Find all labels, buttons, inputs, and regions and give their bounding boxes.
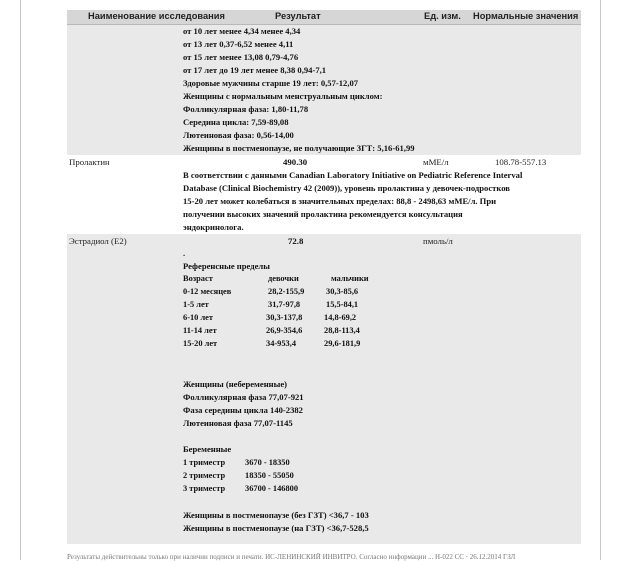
ref-table-girls: 34-953,4 <box>266 339 297 348</box>
prolactin-comment-line: В соответствии с данными Canadian Laboratory Initiative on Pediatric Reference Interval <box>183 170 523 180</box>
ref-table-girls: 30,3-137,8 <box>266 313 303 322</box>
pregnant-trimester: 2 триместр <box>183 471 226 480</box>
norm-line: Лютеиновая фаза: 0,56-14,00 <box>183 130 294 140</box>
ref-table-header-girls: девочки <box>268 274 299 283</box>
test-name-prolactin: Пролактин <box>69 157 110 167</box>
norm-line: Здоровые мужчины старше 19 лет: 0,57-12,07 <box>183 78 359 88</box>
norm-line: Середина цикла: 7,59-89,08 <box>183 117 289 127</box>
ref-table-header-age: Возраст <box>183 274 213 283</box>
ref-table-girls: 28,2-155,9 <box>268 287 305 296</box>
estradiol-row <box>67 234 581 544</box>
norm-line: Женщины в постменопаузе, не получающие ЗГТ: 5,16-61,99 <box>183 143 415 153</box>
ref-table-age: 15-20 лет <box>183 339 218 348</box>
result-value-estradiol: 72.8 <box>288 236 304 246</box>
footer-note: Результаты действительны только при наличии подписи и печати. ИС-ЛЕНИНСКИЙ ИНВИТРО. Согласно информации ... Н-022 СС · 26.12.2014 ГЗЛ <box>67 553 516 561</box>
test-name-estradiol: Эстрадиол (E2) <box>69 236 127 246</box>
ref-table-boys: 29,6-181,9 <box>324 339 361 348</box>
pregnant-range: 36700 - 146800 <box>245 484 299 493</box>
ref-table-age: 1-5 лет <box>183 300 209 309</box>
norm-line: от 13 лет 0,37-6,52 менее 4,11 <box>183 39 294 49</box>
women-title: Женщины (небеременные) <box>183 379 288 389</box>
estradiol-dot: . <box>183 248 186 258</box>
unit-prolactin: мМЕ/л <box>423 157 449 167</box>
prolactin-comment-line: 15-20 лет может колебаться в значительных пределах: 88,8 - 2498,63 мМЕ/л. При <box>183 196 497 206</box>
ref-table-header-boys: мальчики <box>331 274 369 283</box>
ref-table-boys: 28,8-113,4 <box>324 326 360 335</box>
norm-line: Женщины с нормальным менструальным циклом: <box>183 91 383 101</box>
ref-table-girls: 26,9-354,6 <box>266 326 303 335</box>
ref-table-age: 11-14 лет <box>183 326 217 335</box>
result-value-prolactin: 490.30 <box>283 157 308 167</box>
ref-title: Референсные пределы <box>183 261 270 271</box>
header-unit: Ед. изм. <box>424 11 461 21</box>
pregnant-title: Беременные <box>183 444 232 454</box>
page-border-left <box>20 0 21 560</box>
ref-table-boys: 15,5-84,1 <box>326 300 359 309</box>
norm-line: от 17 лет до 19 лет менее 8,38 0,94-7,1 <box>183 65 327 75</box>
women-line: Лютеиновая фаза 77,07-1145 <box>183 418 293 428</box>
ref-table-boys: 14,8-69,2 <box>324 313 357 322</box>
pregnant-range: 3670 - 18350 <box>245 458 290 467</box>
header-result: Результат <box>275 11 321 21</box>
ref-table-boys: 30,3-85,6 <box>326 287 359 296</box>
norm-line: Фолликулярная фаза: 1,80-11,78 <box>183 104 309 114</box>
women-line: Фолликулярная фаза 77,07-921 <box>183 392 304 402</box>
header-name: Наименование исследования <box>88 11 225 21</box>
page-border-right <box>600 0 601 560</box>
ref-table-girls: 31,7-97,8 <box>268 300 301 309</box>
norm-line: от 15 лет менее 13,08 0,79-4,76 <box>183 52 299 62</box>
table-header <box>67 10 581 25</box>
pregnant-trimester: 1 триместр <box>183 458 226 467</box>
prolactin-comment-line: эндокринолога. <box>183 222 244 232</box>
women-line: Фаза середины цикла 140-2382 <box>183 405 303 415</box>
norm-prolactin: 108.78-557.13 <box>495 157 547 167</box>
norm-line: от 10 лет менее 4,34 менее 4,34 <box>183 26 301 36</box>
pregnant-range: 18350 - 55050 <box>245 471 294 480</box>
prolactin-comment-line: получении высоких значений пролактина рекомендуется консультация <box>183 209 463 219</box>
postmenopause-line: Женщины в постменопаузе (на ГЗТ) <36,7-528,5 <box>183 523 369 533</box>
header-norm: Нормальные значения <box>473 11 579 21</box>
postmenopause-line: Женщины в постменопаузе (без ГЗТ) <36,7 - 103 <box>183 510 369 520</box>
pregnant-trimester: 3 триместр <box>183 484 226 493</box>
ref-table-age: 6-10 лет <box>183 313 213 322</box>
testosterone-norms-block <box>67 25 581 155</box>
prolactin-row <box>67 155 581 234</box>
unit-estradiol: пмоль/л <box>423 236 453 246</box>
ref-table-age: 0-12 месяцев <box>183 287 232 296</box>
prolactin-comment-line: Database (Clinical Biochemistry 42 (2009)), уровень пролактина у девочек-подростков <box>183 183 510 193</box>
